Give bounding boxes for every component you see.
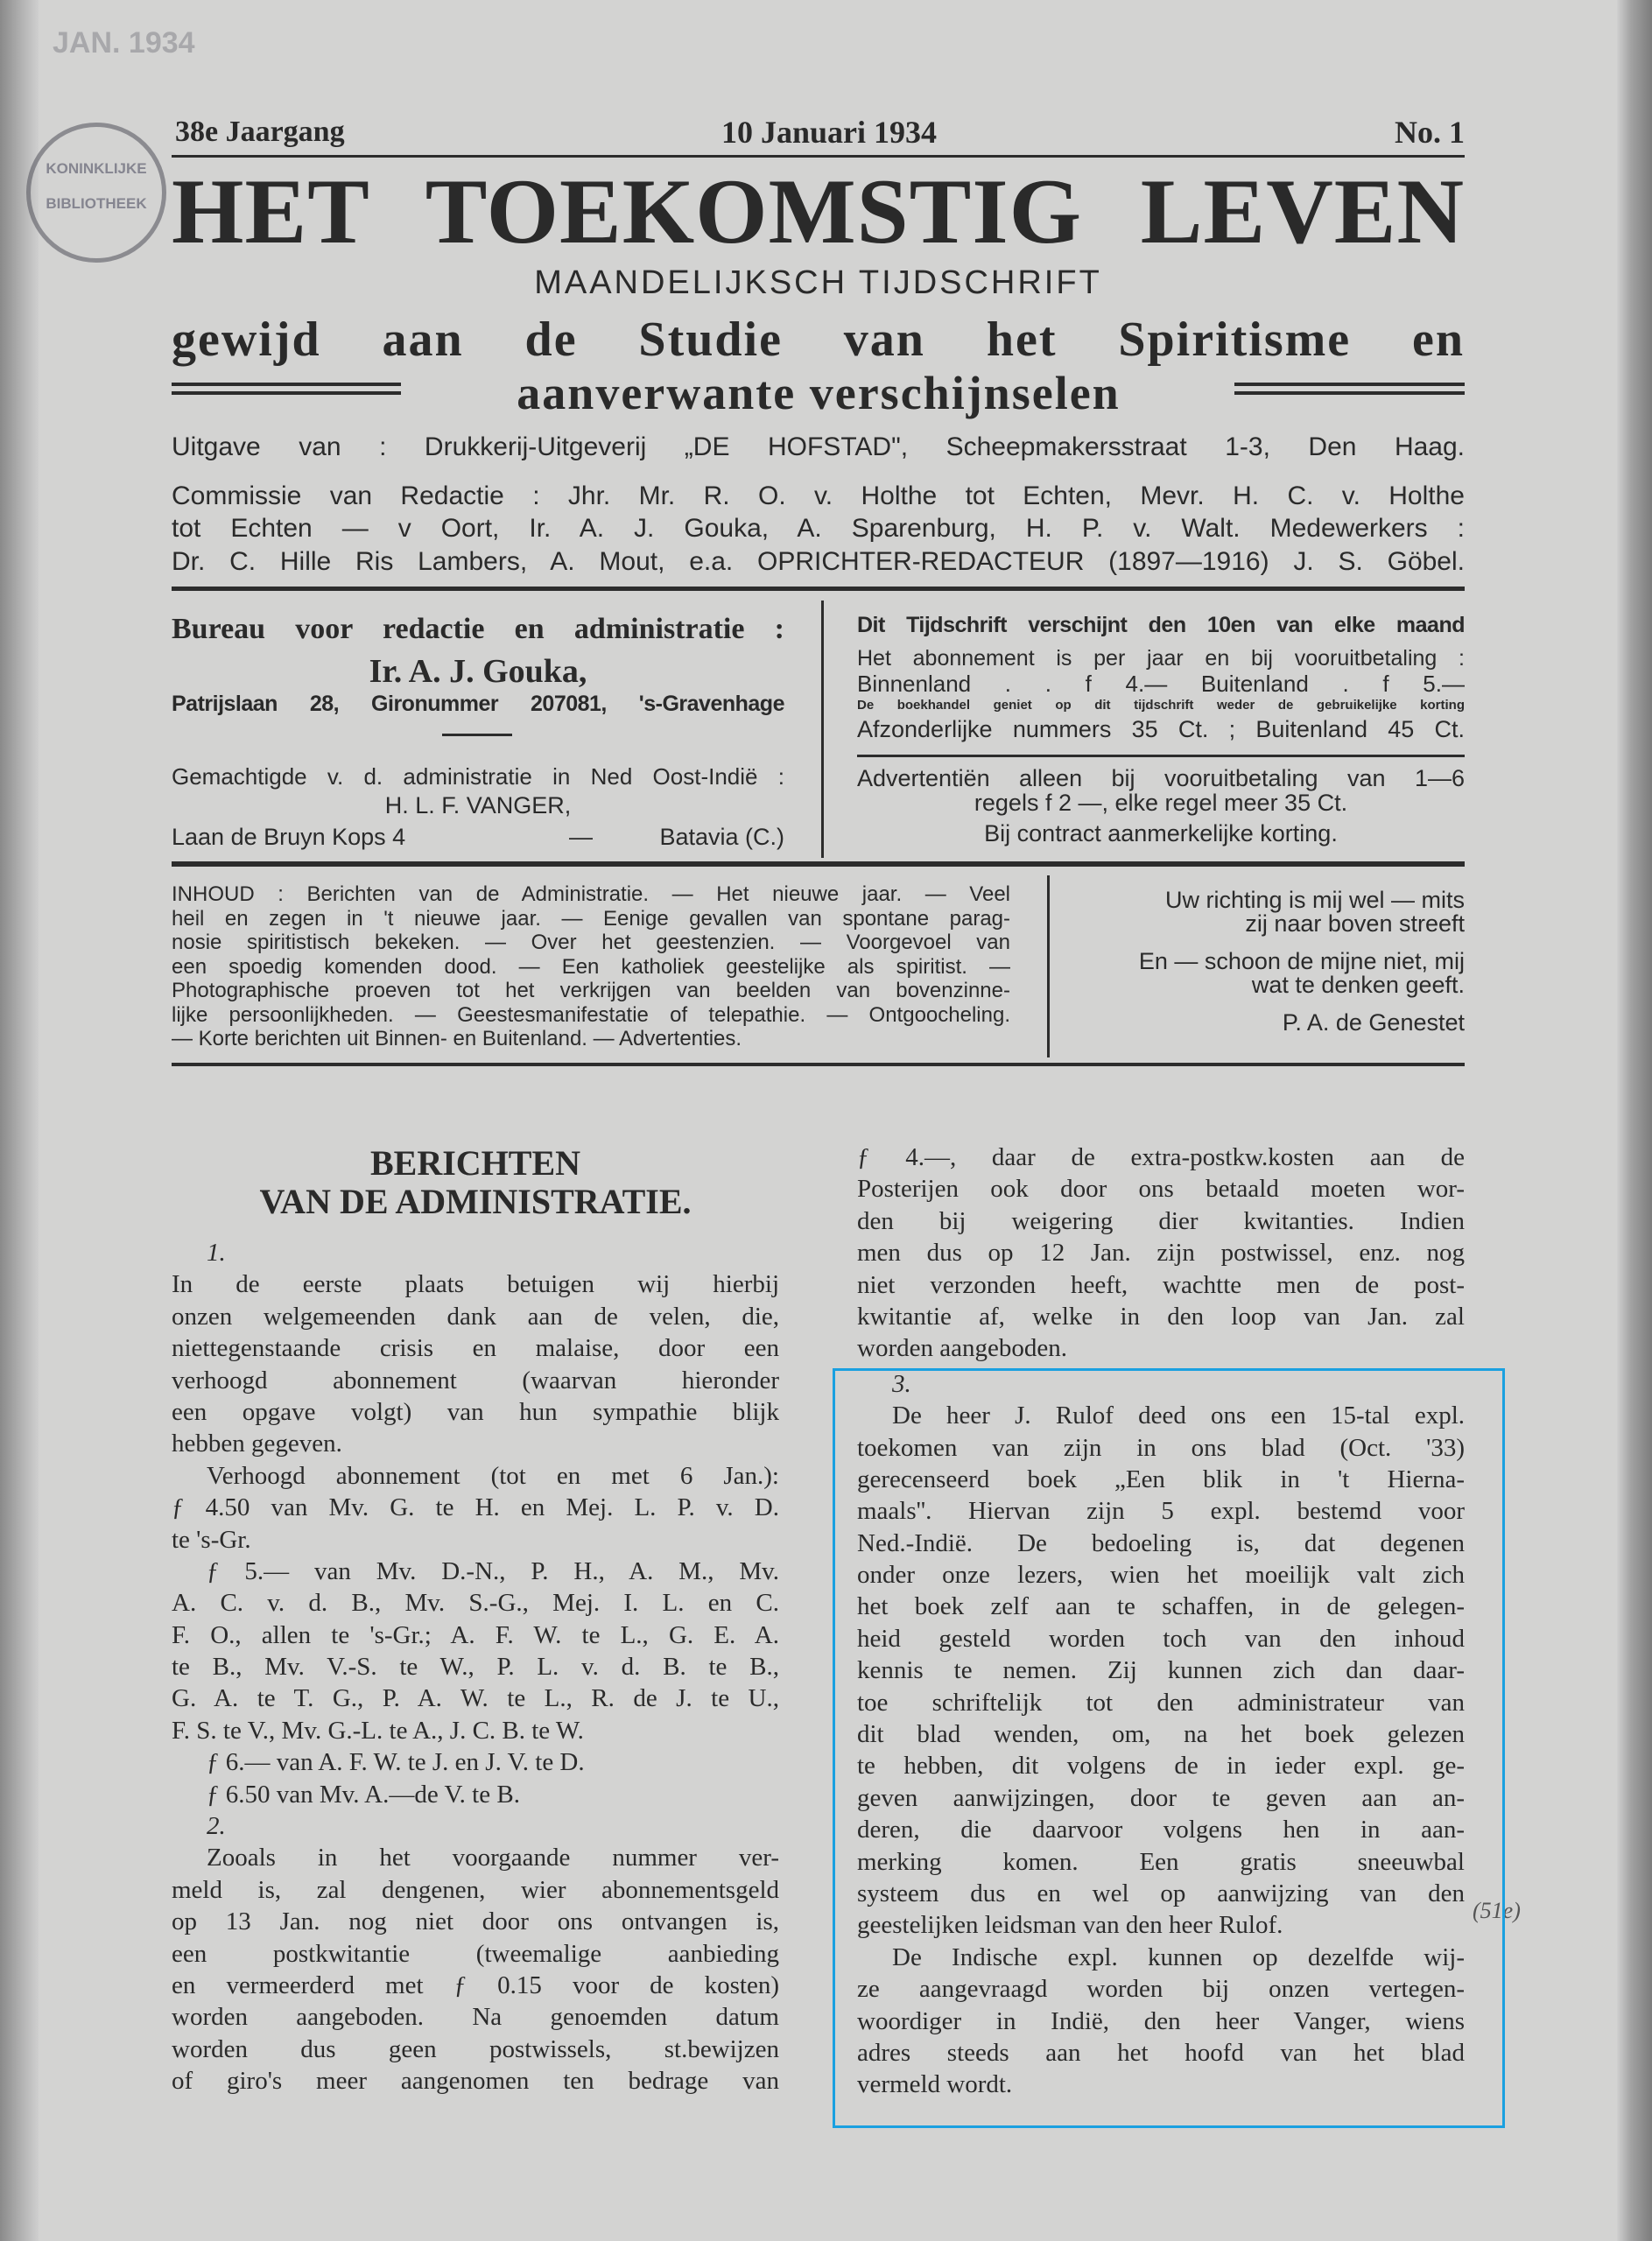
- paragraph-line: Zooals in het voorgaande nummer ver-: [207, 1844, 779, 1872]
- masthead-subtitle: MAANDELIJKSCH TIJDSCHRIFT: [534, 264, 1102, 301]
- article-heading-2: VAN DE ADMINISTRATIE.: [259, 1182, 692, 1221]
- paragraph-line: of giro's meer aangenomen ten bedrage van: [172, 2067, 779, 2096]
- ads-line-2: regels f 2 —, elke regel meer 35 Ct.: [974, 790, 1348, 816]
- section-number: 1.: [207, 1239, 226, 1267]
- agent-street: Laan de Bruyn Kops 4: [172, 824, 406, 850]
- paragraph-line: ƒ 6.50 van Mv. A.—de V. te B.: [207, 1780, 520, 1809]
- bookseller-note: De boekhandel geniet op dit tijdschrift weder de gebruikelijke korting: [857, 698, 1465, 713]
- tagline-rule-right: [1234, 383, 1465, 386]
- paragraph-line: te hebben, dit volgens de in ieder expl. ge-: [857, 1752, 1465, 1781]
- paragraph-line: ƒ 4.—, daar de extra-postkw.kosten aan de: [857, 1143, 1465, 1171]
- paragraph-line: gerecenseerd boek „Een blik in 't Hierna-: [857, 1465, 1465, 1493]
- agent-dash: —: [569, 824, 593, 850]
- paragraph-line: een opgave volgt) van hun sympathie blijk: [172, 1397, 779, 1426]
- rule-1: [172, 587, 1465, 591]
- paragraph-line: den bij weigering dier kwitanties. Indien: [857, 1206, 1465, 1235]
- paragraph-line: systeem dus en wel op aanwijzing van den: [857, 1879, 1465, 1907]
- paragraph-line: geestelijken leidsman van den heer Rulof.: [857, 1911, 1283, 1940]
- poem-author: P. A. de Genestet: [1282, 1009, 1465, 1036]
- paragraph-line: Ned.-Indië. De bedoeling is, dat degenen: [857, 1528, 1465, 1557]
- ads-line-1: Advertentiën alleen bij vooruitbetaling van 1—6: [857, 765, 1465, 791]
- agent-name: H. L. F. VANGER,: [384, 792, 572, 818]
- paragraph-line: toekomen van zijn in ons blad (Oct. '33): [857, 1433, 1465, 1462]
- masthead-title: HET TOEKOMSTIG LEVEN: [172, 160, 1465, 263]
- single-issue-price: Afzonderlijke nummers 35 Ct. ; Buitenland 45 Ct.: [857, 716, 1465, 742]
- rule-2: [172, 861, 1465, 867]
- table-of-contents: [172, 882, 1010, 1051]
- section-number: 3.: [892, 1369, 911, 1398]
- paragraph-line: geven aanwijzingen, door te geven aan an-: [857, 1783, 1465, 1812]
- paragraph-line: te 's-Gr.: [172, 1525, 251, 1554]
- paragraph-line: een postkwitantie (tweemalige aanbieding: [172, 1939, 779, 1968]
- paragraph-line: men dus op 12 Jan. zijn postwissel, enz. nog: [857, 1239, 1465, 1268]
- contents-line: heil en zegen in 't nieuwe jaar. — Eenige gevallen van spontane parag-: [172, 906, 1010, 931]
- subscription-prices: Binnenland . . f 4.— Buitenland . f 5.—: [857, 671, 1465, 697]
- page-edge: [1617, 0, 1652, 2241]
- agent-heading: Gemachtigde v. d. administratie in Ned Oost-Indië :: [172, 763, 784, 790]
- paragraph-line: ƒ 4.50 van Mv. G. te H. en Mej. L. P. v. D.: [172, 1493, 779, 1522]
- paragraph-line: Verhoogd abonnement (tot en met 6 Jan.):: [207, 1461, 779, 1490]
- paragraph-line: worden aangeboden.: [857, 1334, 1067, 1363]
- highlighted-section[interactable]: [833, 1368, 1505, 2128]
- editors-line-1: Commissie van Redactie : Jhr. Mr. R. O. v. Holthe tot Echten, Mevr. H. C. v. Holthe: [172, 481, 1465, 510]
- paragraph-line: Posterijen ook door ons betaald moeten wor-: [857, 1175, 1465, 1204]
- paragraph-line: meld is, zal dengenen, wier abonnementsgeld: [172, 1875, 779, 1904]
- paragraph-line: adres steeds aan het hoofd van het blad: [857, 2038, 1465, 2067]
- contents-line: nosie spiritistisch bekeken. — Over het geestenzien. — Voorgevoel van: [172, 931, 1010, 954]
- contents-line: Photographische proeven tot het verkrijgen van beelden van bovenzinne-: [172, 979, 1010, 1002]
- stamp-date: JAN. 1934: [53, 26, 195, 60]
- bureau-address: Patrijslaan 28, Gironummer 207081, 's-Gravenhage: [172, 692, 784, 716]
- poem-line-3: En — schoon de mijne niet, mij: [1138, 948, 1465, 974]
- stamp-library: KONINKLIJKE BIBLIOTHEEK: [46, 160, 147, 212]
- paragraph-line: G. A. te T. G., P. A. W. te L., R. de J. te U.,: [172, 1684, 779, 1713]
- paragraph-line: dit blad wenden, om, na het boek gelezen: [857, 1720, 1465, 1749]
- editors-line-2: tot Echten — v Oort, Ir. A. J. Gouka, A. Sparenburg, H. P. v. Walt. Medewerkers :: [172, 514, 1465, 543]
- paragraph-line: worden aangeboden. Na genoemden datum: [172, 2003, 779, 2032]
- column-divider-contents: [1047, 875, 1050, 1057]
- contents-line: — Korte berichten uit Binnen- en Buitenland. — Advertenties.: [172, 1027, 742, 1050]
- paragraph-line: ze aangevraagd worden bij onzen vertegen-: [857, 1975, 1465, 2004]
- binding-edge: [0, 0, 39, 2241]
- paragraph-line: onzen welgemeenden dank aan de velen, die,: [172, 1302, 779, 1331]
- bureau-heading: Bureau voor redactie en administratie :: [172, 613, 784, 645]
- subscription-divider: [857, 755, 1465, 757]
- paragraph-line: De Indische expl. kunnen op dezelfde wij-: [892, 1942, 1465, 1971]
- issue-date: 10 Januari 1934: [721, 115, 938, 150]
- header-rule: [172, 155, 1465, 158]
- agent-city: Batavia (C.): [659, 824, 784, 850]
- contents-line: lijke persoonlijkheden. — Geestesmanifestatie of telepathie. — Ontgoocheling.: [172, 1002, 1010, 1027]
- paragraph-line: niettegenstaande crisis en malaise, door een: [172, 1334, 779, 1363]
- rule-3: [172, 1063, 1465, 1066]
- paragraph-line: F. O., allen te 's-Gr.; A. F. W. te L., G. E. A.: [172, 1620, 779, 1649]
- paragraph-line: kwitantie af, welke in den loop van Jan. zal: [857, 1302, 1465, 1331]
- section-number: 2.: [207, 1812, 226, 1841]
- paragraph-line: De heer J. Rulof deed ons een 15-tal expl.: [892, 1402, 1465, 1430]
- subscription-heading: Dit Tijdschrift verschijnt den 10en van elke maand: [857, 613, 1465, 637]
- margin-note: (51e): [1473, 1898, 1521, 1923]
- paragraph-line: heid gesteld worden toch van den inhoud: [857, 1624, 1465, 1653]
- paragraph-line: toe schriftelijk tot den administrateur van: [857, 1688, 1465, 1717]
- paragraph-line: F. S. te V., Mv. G.-L. te A., J. C. B. te W.: [172, 1716, 584, 1745]
- paragraph-line: verhoogd abonnement (waarvan hieronder: [172, 1366, 779, 1394]
- editors-line-3: Dr. C. Hille Ris Lambers, A. Mout, e.a. OPRICHTER-REDACTEUR (1897—1916) J. S. Göbel.: [172, 547, 1465, 576]
- paragraph-line: te B., Mv. V.-S. te W., P. L. v. d. B. te B.,: [172, 1653, 779, 1682]
- paragraph-line: vermeld wordt.: [857, 2070, 1013, 2099]
- paragraph-line: merking komen. Een gratis sneeuwbal: [857, 1847, 1465, 1876]
- paragraph-line: deren, die daarvoor volgens hen in aan-: [857, 1816, 1465, 1844]
- column-divider-top: [821, 601, 824, 858]
- paragraph-line: niet verzonden heeft, wachtte men de post-: [857, 1270, 1465, 1299]
- paragraph-line: en vermeerderd met ƒ 0.15 voor de kosten): [172, 1971, 779, 1999]
- paragraph-line: kennis te nemen. Zij kunnen zich dan daar-: [857, 1656, 1465, 1685]
- publisher-line: Uitgave van : Drukkerij-Uitgeverij „DE HOFSTAD", Scheepmakersstraat 1-3, Den Haag.: [172, 432, 1465, 461]
- paragraph-line: ƒ 5.— van Mv. D.-N., P. H., A. M., Mv.: [207, 1556, 779, 1585]
- poem-line-2: zij naar boven streeft: [1245, 910, 1465, 937]
- tagline-1: gewijd aan de Studie van het Spiritisme en: [172, 313, 1465, 367]
- paragraph-line: In de eerste plaats betuigen wij hierbij: [172, 1270, 779, 1299]
- subscription-line-1: Het abonnement is per jaar en bij vooruitbetaling :: [857, 646, 1465, 671]
- article-heading-1: BERICHTEN: [369, 1143, 581, 1183]
- paragraph-line: onder onze lezers, wien het moeilijk valt zich: [857, 1561, 1465, 1590]
- ads-line-3: Bij contract aanmerkelijke korting.: [984, 820, 1338, 847]
- volume: 38e Jaargang: [175, 116, 345, 148]
- bureau-divider: [442, 734, 512, 736]
- paragraph-line: worden dus geen postwissels, st.bewijzen: [172, 2034, 779, 2063]
- paragraph-line: op 13 Jan. nog niet door ons ontvangen is,: [172, 1907, 779, 1936]
- paragraph-line: maals''. Hiervan zijn 5 expl. bestemd voor: [857, 1497, 1465, 1526]
- bureau-name: Ir. A. J. Gouka,: [369, 653, 587, 690]
- contents-line: een spoedig komenden dood. — Een katholiek geestelijke als spiritist. —: [172, 954, 1010, 979]
- poem-line-4: wat te denken geeft.: [1251, 972, 1465, 998]
- paragraph-line: ƒ 6.— van A. F. W. te J. en J. V. te D.: [207, 1748, 585, 1777]
- issue-number: No. 1: [1395, 115, 1465, 150]
- paragraph-line: het boek zelf aan te schaffen, in de gelegen-: [857, 1592, 1465, 1621]
- tagline-2: aanverwante verschijnselen: [517, 367, 1121, 419]
- tagline-rule-left: [172, 383, 401, 386]
- paragraph-line: A. C. v. d. B., Mv. S.-G., Mej. I. L. en C.: [172, 1589, 779, 1618]
- paragraph-line: hebben gegeven.: [172, 1430, 342, 1458]
- library-stamp: [26, 123, 166, 263]
- poem-line-1: Uw richting is mij wel — mits: [1164, 887, 1465, 913]
- left-column: [172, 1237, 779, 2097]
- paragraph-line: woordiger in Indië, den heer Vanger, wiens: [857, 2006, 1465, 2035]
- contents-line: INHOUD : Berichten van de Administratie. — Het nieuwe jaar. — Veel: [172, 882, 1010, 906]
